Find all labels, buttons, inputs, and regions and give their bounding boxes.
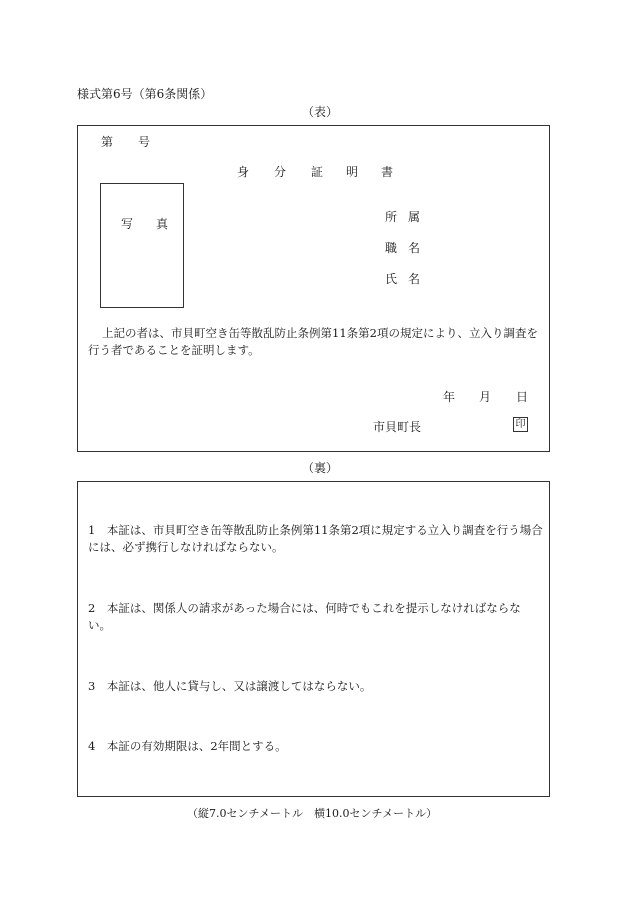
rule-text: 本証は、市貝町空き缶等散乱防止条例第11条第2項に規定する立入り調査を行う場合には、必ず携行しなければならない。 — [88, 523, 543, 554]
back-card — [77, 481, 550, 797]
rule-number: 1 — [88, 523, 96, 537]
rule-text: 本証は、関係人の請求があった場合には、何時でもこれを提示しなければならない。 — [88, 601, 521, 632]
title-char: 身 — [237, 165, 250, 179]
certification-statement: 上記の者は、市貝町空き缶等散乱防止条例第11条第2項の規定により、立入り調査を行う者であることを証明します。 — [88, 326, 538, 357]
date-day-char: 日 — [516, 390, 529, 404]
front-heading: （表） — [302, 105, 339, 119]
number-label-first: 第 — [101, 135, 114, 149]
field-char: 属 — [408, 210, 421, 224]
photo-label-char: 写 — [121, 217, 134, 231]
field-char: 職 — [385, 241, 398, 255]
rule-item-3 — [88, 678, 543, 695]
field-char: 名 — [408, 272, 421, 286]
title-char: 証 — [311, 165, 324, 179]
front-card — [77, 125, 550, 452]
rule-number: 2 — [88, 601, 96, 615]
size-note: （縦7.0センチメートル 横10.0センチメートル） — [187, 807, 438, 820]
photo-label-char: 真 — [156, 217, 169, 231]
title-char: 明 — [346, 165, 359, 179]
rule-number: 3 — [88, 679, 96, 693]
date-year-char: 年 — [443, 390, 456, 404]
rule-text: 本証は、他人に貸与し、又は譲渡してはならない。 — [106, 679, 372, 693]
rule-item-1 — [88, 522, 543, 556]
seal-mark: 印 — [513, 417, 528, 432]
field-char: 所 — [385, 210, 398, 224]
photo-box — [100, 183, 184, 308]
date-month-char: 月 — [479, 390, 492, 404]
title-char: 書 — [381, 165, 394, 179]
form-number: 様式第6号（第6条関係） — [77, 87, 213, 101]
rule-text: 本証の有効期限は、2年間とする。 — [106, 739, 287, 753]
rule-number: 4 — [88, 739, 96, 753]
issuer-title: 市貝町長 — [373, 420, 422, 434]
field-char: 氏 — [385, 272, 398, 286]
number-label-second: 号 — [138, 135, 151, 149]
rule-item-4 — [88, 738, 543, 755]
title-char: 分 — [274, 165, 287, 179]
rule-item-2 — [88, 600, 543, 634]
field-char: 名 — [408, 241, 421, 255]
back-heading: （裏） — [302, 461, 339, 475]
